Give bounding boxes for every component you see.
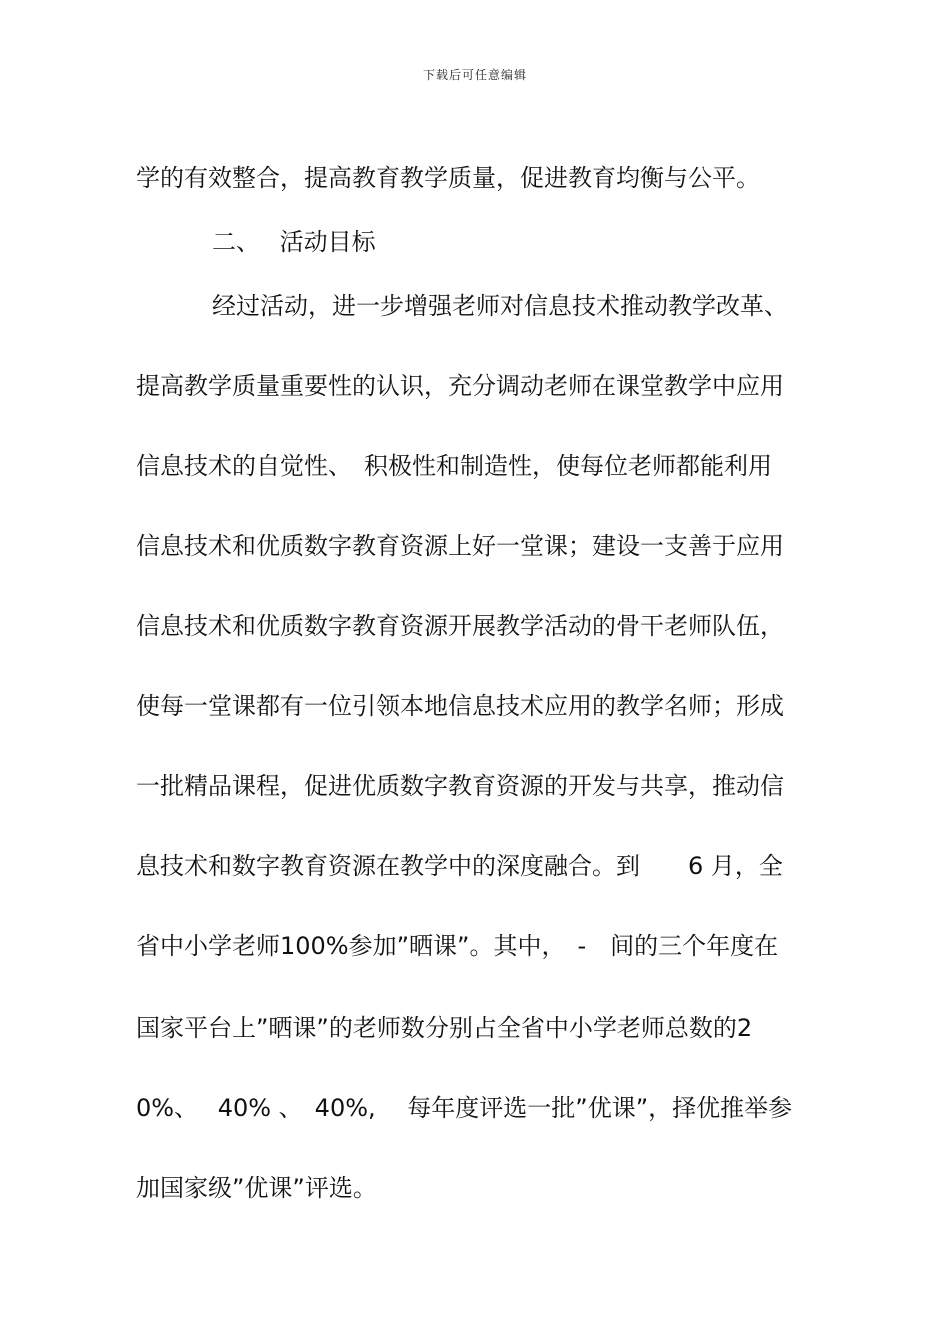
- paragraph-line-7: 使每一堂课都有一位引领本地信息技术应用的教学名师；形成: [136, 692, 784, 720]
- paragraph-line-1: 学的有效整合，提高教育教学质量，促进教育均衡与公平。: [136, 164, 760, 192]
- paragraph-line-8: 一批精品课程，促进优质数字教育资源的开发与共享，推动信: [136, 772, 784, 800]
- paragraph-line-12: 0%、 40% 、 40%, 每年度评选一批”优课”，择优推举参: [136, 1094, 793, 1122]
- section-heading: 二、 活动目标: [212, 228, 376, 256]
- paragraph-line-4: 信息技术的自觉性、 积极性和制造性，使每位老师都能利用: [136, 452, 772, 480]
- page-header-note: 下载后可任意编辑: [422, 68, 527, 82]
- paragraph-line-6: 信息技术和优质数字教育资源开展教学活动的骨干老师队伍，: [136, 612, 784, 640]
- paragraph-line-2: 经过活动，进一步增强老师对信息技术推动教学改革、: [212, 292, 788, 320]
- paragraph-line-13: 加国家级”优课”评选。: [136, 1174, 377, 1202]
- paragraph-line-11: 国家平台上”晒课”的老师数分别占全省中小学老师总数的2: [136, 1014, 753, 1042]
- paragraph-line-5: 信息技术和优质数字教育资源上好一堂课；建设一支善于应用: [136, 532, 784, 560]
- paragraph-line-3: 提高教学质量重要性的认识，充分调动老师在课堂教学中应用: [136, 372, 784, 400]
- paragraph-line-10: 省中小学老师100%参加”晒课”。其中， - 间的三个年度在: [136, 932, 779, 960]
- paragraph-line-9: 息技术和数字教育资源在教学中的深度融合。到 6 月，全: [136, 852, 783, 880]
